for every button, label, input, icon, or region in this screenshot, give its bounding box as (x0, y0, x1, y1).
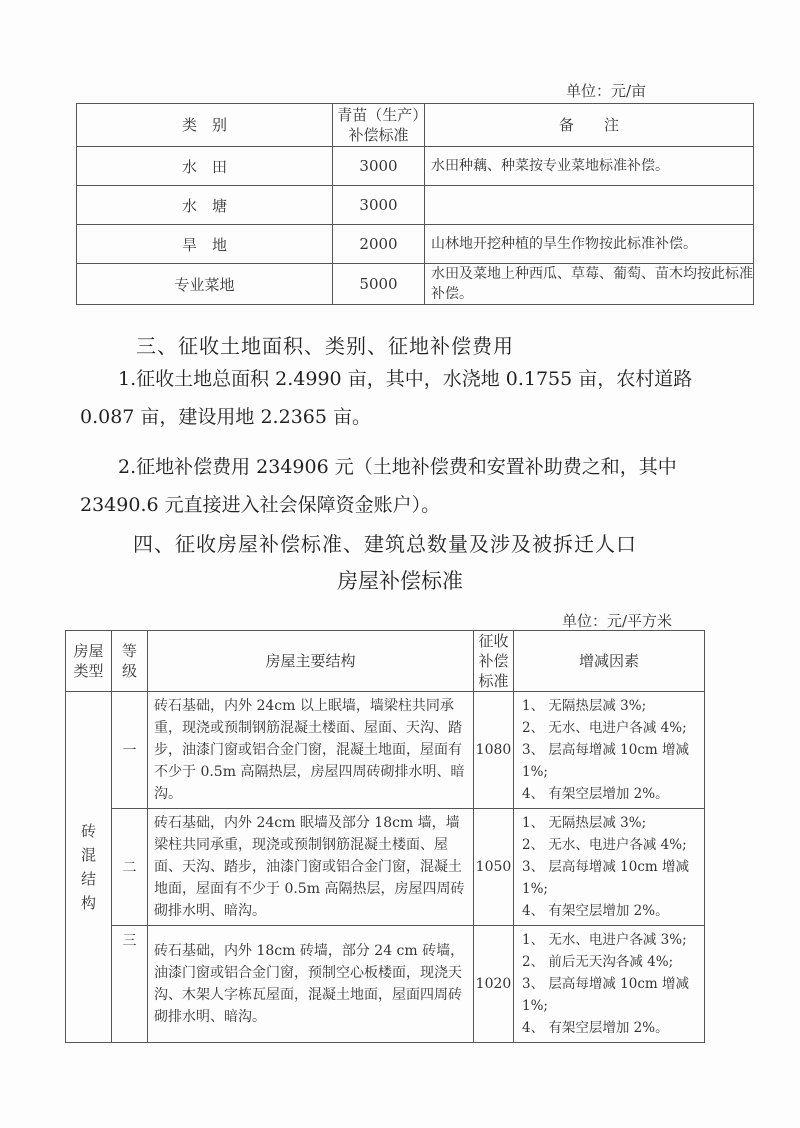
cell-category: 专业菜地 (77, 264, 333, 305)
cell-grade: 二 (112, 809, 148, 926)
factor-item: 4、 有架空层增加 2%。 (522, 786, 669, 802)
house-compensation-table (65, 630, 705, 1043)
cell-note: 水田种藕、种菜按专业菜地标准补偿。 (425, 147, 754, 186)
cell-grade: 一 (112, 692, 148, 809)
cell-note (425, 186, 754, 225)
cell-standard: 3000 (333, 186, 425, 225)
cell-structure: 砖石基础，内外 24cm 以上眠墙，墙梁柱共同承重，现浇或预制钢筋混凝土楼面、屋面、天沟、踏步，油漆门窗或铝合金门窗，混凝土地面，屋面有不少于 0.5m 高隔热层，房屋四周砖砌排水明、暗沟。 (148, 692, 474, 809)
cell-structure: 砖石基础，内外 24cm 眠墙及部分 18cm 墙，墙梁柱共同承重，现浇或预制钢筋混凝土楼面、屋面、天沟、踏步，油漆门窗或铝合金门窗，混凝土地面，屋面有不少于 0.5m 高隔热层，房屋四周砖砌排水明、暗沟。 (148, 809, 474, 926)
cell-standard: 3000 (333, 147, 425, 186)
cell-standard: 1080 (474, 692, 514, 809)
cell-note: 水田及菜地上种西瓜、草莓、葡萄、苗木均按此标准补偿。 (425, 264, 754, 305)
section4-heading: 四、征收房屋补偿标准、建筑总数量及涉及被拆迁人口 (133, 532, 637, 556)
cell-category: 旱 地 (77, 225, 333, 264)
col-header-structure: 房屋主要结构 (148, 631, 474, 692)
factor-item: 3、 层高每增减 10cm 增减 1%; (522, 742, 690, 780)
factor-item: 1、 无隔热层减 3%; (522, 698, 647, 714)
factor-item: 4、 有架空层增加 2%。 (522, 903, 669, 919)
cell-note: 山林地开挖种植的旱生作物按此标准补偿。 (425, 225, 754, 264)
cell-house-type: 砖混结构 (66, 692, 112, 1043)
factor-item: 2、 前后无天沟各减 4%; (522, 954, 674, 970)
col-header-factors: 增减因素 (514, 631, 705, 692)
col-header-grade: 等级 (112, 631, 148, 692)
cell-category: 水 田 (77, 147, 333, 186)
cell-factors (514, 692, 705, 809)
cell-standard: 1020 (474, 926, 514, 1043)
cell-factors (514, 926, 705, 1043)
section3-heading: 三、征收土地面积、类别、征地补偿费用 (136, 334, 514, 358)
table-row (77, 225, 754, 264)
table-header-row (66, 631, 705, 692)
cell-structure: 砖石基础，内外 18cm 砖墙，部分 24 cm 砖墙，油漆门窗或铝合金门窗，预制空心板楼面，现浇天沟、木架人字栋瓦屋面，混凝土地面，屋面四周砖砌排水明、暗沟。 (148, 926, 474, 1043)
cell-standard: 1050 (474, 809, 514, 926)
cell-standard: 2000 (333, 225, 425, 264)
table-row (66, 692, 705, 809)
section3-paragraph-2: 2.征地补偿费用 234906 元（土地补偿费和安置补助费之和，其中 23490.6 元直接进入社会保障资金账户）。 (80, 456, 677, 516)
table-row (77, 186, 754, 225)
factor-item: 1、 无水、电进户各减 3%; (522, 932, 687, 948)
col-header-house-type: 房屋类型 (66, 631, 112, 692)
table-header-row (77, 104, 754, 147)
col-header-category: 类 别 (77, 104, 333, 147)
table-row (77, 147, 754, 186)
house-table-title: 房屋补偿标准 (337, 569, 463, 593)
table-row (66, 926, 705, 1043)
cell-grade: 三 (112, 926, 148, 1043)
factor-item: 1、 无隔热层减 3%; (522, 815, 647, 831)
col-header-standard: 征收补偿标准 (474, 631, 514, 692)
cell-factors (514, 809, 705, 926)
col-header-note: 备 注 (425, 104, 754, 147)
factor-item: 2、 无水、电进户各减 4%; (522, 720, 687, 736)
table1-unit: 单位：元/亩 (566, 82, 647, 100)
col-header-standard: 青苗（生产）补偿标准 (333, 104, 425, 147)
seedling-compensation-table (76, 103, 754, 305)
cell-category: 水 塘 (77, 186, 333, 225)
factor-item: 3、 层高每增减 10cm 增减 1%; (522, 859, 690, 897)
factor-item: 2、 无水、电进户各减 4%; (522, 837, 687, 853)
section3-paragraph-1: 1.征收土地总面积 2.4990 亩，其中，水浇地 0.1755 亩，农村道路 0.087 亩，建设用地 2.2365 亩。 (80, 368, 693, 428)
table-row (77, 264, 754, 305)
table2-unit: 单位：元/平方米 (562, 612, 673, 630)
factor-item: 3、 层高每增减 10cm 增减 1%; (522, 976, 690, 1014)
table-row (66, 809, 705, 926)
cell-standard: 5000 (333, 264, 425, 305)
factor-item: 4、 有架空层增加 2%。 (522, 1020, 669, 1036)
